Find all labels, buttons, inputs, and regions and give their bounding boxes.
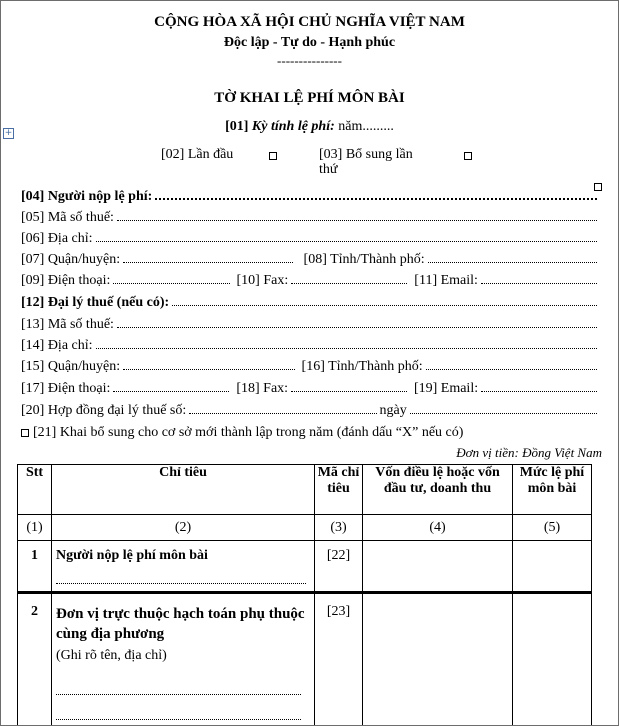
first-time-checkbox[interactable] bbox=[269, 152, 277, 160]
row2-input-line-2[interactable] bbox=[56, 719, 301, 720]
new-branch-row bbox=[21, 425, 463, 441]
form-title: TỜ KHAI LỆ PHÍ MÔN BÀI bbox=[214, 90, 405, 106]
period-label: Kỳ tính lệ phí: bbox=[251, 119, 335, 134]
row1-indicator-cell bbox=[52, 541, 315, 593]
header-divider: --------------- bbox=[277, 53, 342, 68]
field-agent-email-label: [19] Email: bbox=[413, 381, 479, 396]
row2-fee[interactable] bbox=[513, 593, 592, 726]
field-tax-code[interactable] bbox=[21, 210, 600, 228]
index-3: (3) bbox=[315, 515, 363, 541]
new-branch-label: [21] Khai bổ sung cho cơ sở mới thành lập trong năm (đánh dấu “X” nếu có) bbox=[33, 425, 464, 440]
field-agent-district-row[interactable] bbox=[21, 359, 600, 377]
row2-stt: 2 bbox=[18, 593, 52, 726]
field-agent-contact-row[interactable] bbox=[21, 381, 600, 399]
row1-input-line[interactable] bbox=[56, 583, 306, 584]
field-contract-date-label: ngày bbox=[379, 403, 407, 418]
first-time-label: [02] Lần đầu bbox=[161, 147, 234, 162]
field-tax-code-label: [05] Mã số thuế: bbox=[21, 210, 114, 225]
supplement-label-2: thứ bbox=[319, 162, 338, 177]
field-agent-tax-code[interactable] bbox=[21, 317, 600, 335]
fee-table bbox=[17, 464, 592, 726]
field-contact-row[interactable] bbox=[21, 273, 600, 291]
supplement-checkbox[interactable] bbox=[464, 152, 472, 160]
header-capital: Vốn điều lệ hoặc vốn đầu tư, doanh thu bbox=[363, 465, 513, 515]
header-stt: Stt bbox=[18, 465, 52, 515]
period-value: năm......... bbox=[338, 119, 394, 134]
index-1: (1) bbox=[18, 515, 52, 541]
field-agent-contract-row[interactable] bbox=[21, 403, 600, 421]
field-email-label: [11] Email: bbox=[414, 273, 478, 288]
row1-label: Người nộp lệ phí môn bài bbox=[56, 548, 208, 563]
index-5: (5) bbox=[513, 515, 592, 541]
index-4: (4) bbox=[363, 515, 513, 541]
row2-note: (Ghi rõ tên, địa chỉ) bbox=[56, 648, 167, 663]
field-agent-label: [12] Đại lý thuế (nếu có): bbox=[21, 295, 170, 310]
field-agent-address[interactable] bbox=[21, 338, 600, 356]
field-contract-label: [20] Hợp đồng đại lý thuế số: bbox=[21, 403, 187, 418]
field-agent[interactable] bbox=[21, 295, 600, 313]
currency-note: Đơn vị tiền: Đồng Việt Nam bbox=[456, 445, 602, 460]
index-2: (2) bbox=[52, 515, 315, 541]
nation-title: CỘNG HÒA XÃ HỘI CHỦ NGHĨA VIỆT NAM bbox=[154, 14, 465, 30]
field-agent-phone-label: [17] Điện thoại: bbox=[21, 381, 111, 396]
table-move-handle-icon[interactable]: + bbox=[4, 128, 13, 138]
field-district-row[interactable] bbox=[21, 252, 600, 270]
field-agent-tax-code-label: [13] Mã số thuế: bbox=[21, 317, 114, 332]
period-line bbox=[1, 119, 618, 135]
field-phone-label: [09] Điện thoại: bbox=[21, 273, 111, 288]
table-header-row bbox=[18, 465, 592, 515]
row1-capital[interactable] bbox=[363, 541, 513, 593]
header-indicator: Chỉ tiêu bbox=[52, 465, 315, 515]
motto: Độc lập - Tự do - Hạnh phúc bbox=[223, 35, 396, 50]
table-index-row bbox=[18, 515, 592, 541]
row1-code: [22] bbox=[315, 541, 363, 593]
row2-label: Đơn vị trực thuộc hạch toán phụ thuộc cùng địa phương bbox=[56, 606, 305, 642]
field-fax-label: [10] Fax: bbox=[236, 273, 289, 288]
new-branch-checkbox[interactable] bbox=[21, 429, 29, 437]
field-agent-address-label: [14] Địa chỉ: bbox=[21, 338, 93, 353]
row1-stt: 1 bbox=[18, 541, 52, 593]
period-code: [01] bbox=[225, 119, 249, 134]
row1-fee[interactable] bbox=[513, 541, 592, 593]
field-district-label: [07] Quận/huyện: bbox=[21, 252, 121, 267]
header-fee: Mức lệ phí môn bài bbox=[513, 465, 592, 515]
header-code: Mã chỉ tiêu bbox=[315, 465, 363, 515]
field-province-label: [08] Tỉnh/Thành phố: bbox=[303, 252, 425, 267]
table-row bbox=[18, 541, 592, 593]
row2-capital[interactable] bbox=[363, 593, 513, 726]
field-taxpayer-label: [04] Người nộp lệ phí: bbox=[21, 189, 153, 204]
field-taxpayer[interactable] bbox=[21, 189, 600, 207]
row2-code: [23] bbox=[315, 593, 363, 726]
field-address[interactable] bbox=[21, 231, 600, 249]
supplement-label: [03] Bổ sung lần bbox=[319, 147, 413, 162]
field-agent-province-label: [16] Tỉnh/Thành phố: bbox=[301, 359, 423, 374]
table-row bbox=[18, 593, 592, 726]
row2-input-line-1[interactable] bbox=[56, 694, 301, 695]
row2-indicator-cell bbox=[52, 593, 315, 726]
field-address-label: [06] Địa chỉ: bbox=[21, 231, 93, 246]
field-agent-fax-label: [18] Fax: bbox=[236, 381, 289, 396]
field-agent-district-label: [15] Quận/huyện: bbox=[21, 359, 121, 374]
